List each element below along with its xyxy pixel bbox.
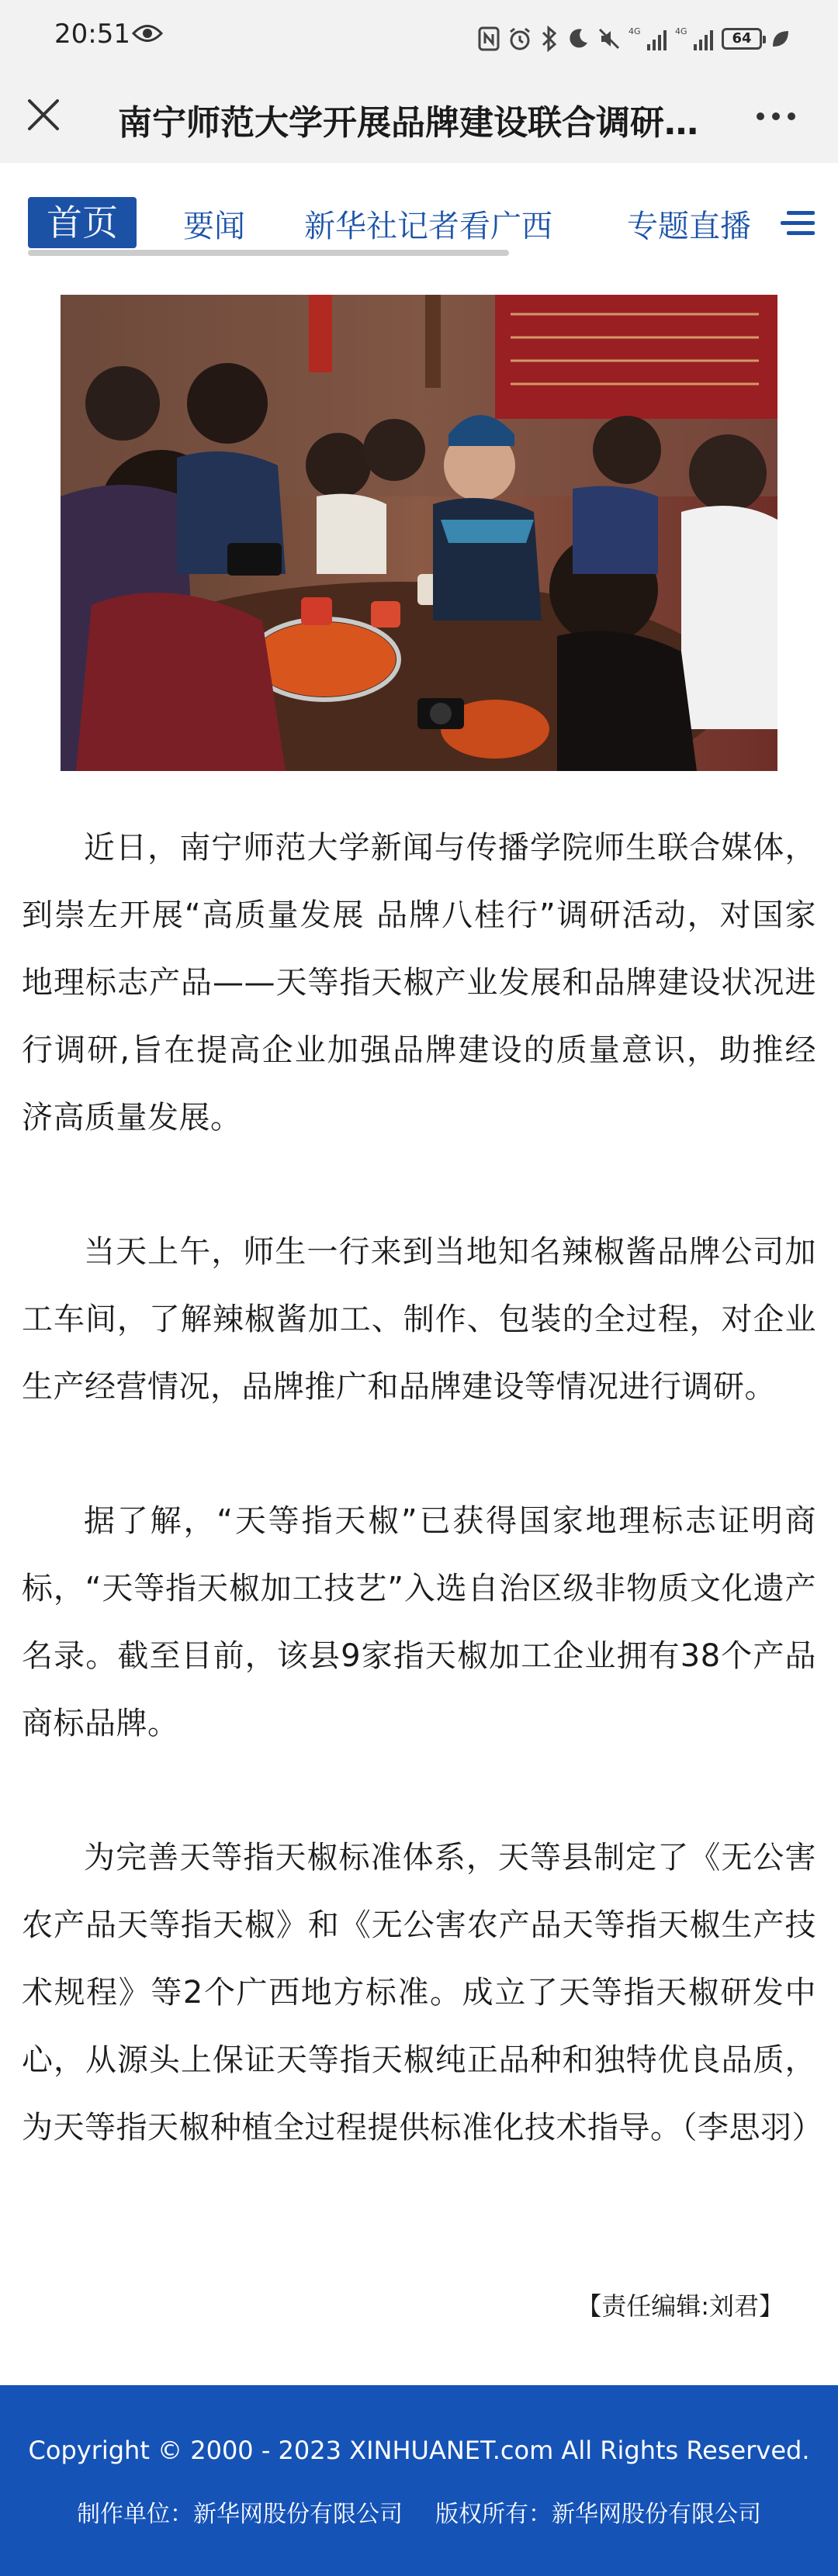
tab-headlines[interactable]: 要闻: [183, 209, 245, 244]
tab-live-topics[interactable]: 专题直播: [627, 209, 751, 244]
responsible-editor: 【责任编辑:刘君】: [577, 2291, 784, 2321]
leaf-icon: [770, 28, 791, 50]
menu-icon[interactable]: [781, 208, 815, 239]
article-photo: [61, 295, 777, 771]
close-icon[interactable]: [23, 95, 64, 135]
page-title: 南宁师范大学开展品牌建设联合调研…: [118, 103, 698, 143]
tab-home[interactable]: 首页: [28, 197, 137, 248]
footer-info: [0, 2495, 838, 2529]
channel-tabs: [0, 163, 838, 264]
signal-icon: [675, 26, 714, 52]
article-paragraph: 当天上午，师生一行来到当地知名辣椒酱品牌公司加工车间，了解辣椒酱加工、制作、包装的全过程，对企业生产经营情况，品牌推广和品牌建设等情况进行调研。: [22, 1234, 816, 1405]
more-icon[interactable]: [753, 101, 799, 132]
title-bar: [0, 78, 838, 163]
nfc-icon: [478, 26, 500, 51]
footer: [0, 2385, 838, 2576]
moon-icon: [566, 27, 590, 50]
mute-icon: [597, 27, 621, 50]
copyright-text: Copyright © 2000 - 2023 XINHUANET.com All Rights Reserved.: [28, 2436, 810, 2465]
tab-scroll-indicator: [28, 250, 509, 256]
status-bar: [0, 0, 838, 78]
article-paragraph: 据了解，“天等指天椒”已获得国家地理标志证明商标，“天等指天椒加工技艺”入选自治区级非物质文化遗产名录。截至目前，该县9家指天椒加工企业拥有38个产品商标品牌。: [22, 1503, 816, 1741]
article-body: [22, 814, 823, 2228]
bluetooth-icon: [540, 26, 559, 52]
battery-icon: 64: [722, 28, 762, 50]
photo-scene: [61, 295, 777, 771]
signal-icon: [628, 26, 667, 52]
owner-text: 版权所有：新华网股份有限公司: [435, 2501, 761, 2528]
tab-reporters-guangxi[interactable]: 新华社记者看广西: [304, 209, 552, 244]
producer-text: 制作单位：新华网股份有限公司: [77, 2501, 403, 2528]
eye-icon: [132, 23, 163, 43]
status-icons: [478, 22, 791, 56]
status-time: 20:51: [54, 19, 130, 50]
article-paragraph: 为完善天等指天椒标准体系，天等县制定了《无公害农产品天等指天椒》和《无公害农产品天等指天椒生产技术规程》等2个广西地方标准。成立了天等指天椒研发中心，从源头上保证天等指天椒纯正品种和独特优良品质，为天等指天椒种植全过程提供标准化技术指导。（李思羽）: [22, 1840, 823, 2146]
svg-text:4G: 4G: [675, 26, 687, 36]
svg-text:4G: 4G: [628, 26, 641, 36]
alarm-icon: [507, 26, 532, 51]
article-paragraph: 近日，南宁师范大学新闻与传播学院师生联合媒体，到崇左开展“高质量发展 品牌八桂行”调研活动，对国家地理标志产品——天等指天椒产业发展和品牌建设状况进行调研,旨在提高企业加强品牌建设的质量意识，助推经济高质量发展。: [22, 830, 816, 1136]
